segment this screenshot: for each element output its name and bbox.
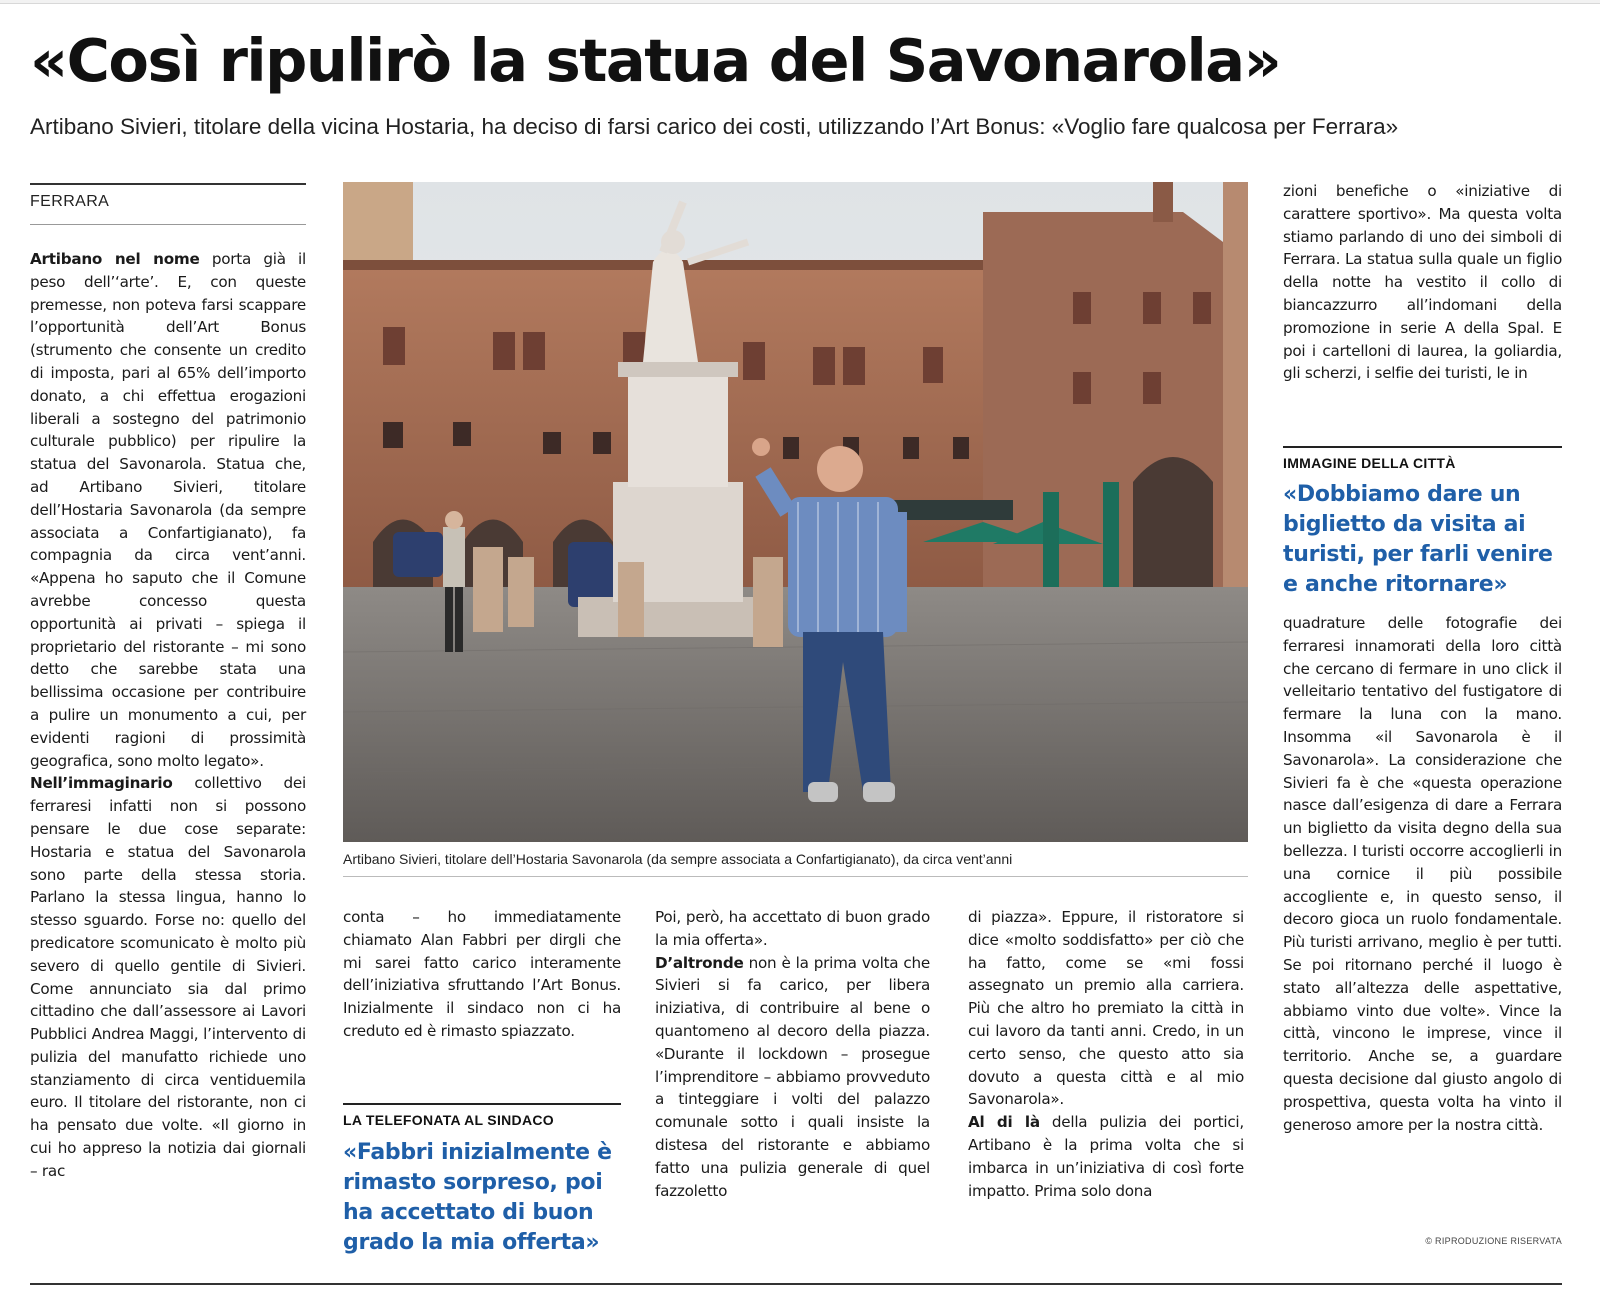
paragraph-2-text: collettivo dei ferraresi infatti non si possono pensare le due cose separate: Hostaria e statua del Savonarola sono parte della stessa storia. Parlano la stessa lingua, hanno lo stesso sguardo. Forse no: quello del predicatore scomunicato è molto più severo di quello gentile di Sivieri. Come annunciato sia dal primo cittadino che dall’assessore ai Lavori Pubblici Andrea Maggi, l’intervento di pulizia del manufatto richiede uno stanziamento di circa ventiduemila euro. Il titolare del ristorante, non ci ha pensato due volte. «Il giorno in cui ho appreso la notizia dai giornali – rac <box>30 774 306 1180</box>
paragraph-4-lead: Al di là <box>968 1113 1040 1132</box>
column-3-opening-text: Poi, però, ha accettato di buon grado la mia offerta». <box>655 908 930 949</box>
article-column-1 <box>30 248 306 1183</box>
paragraph-4-continued <box>1283 180 1562 385</box>
dateline: FERRARA <box>30 193 110 210</box>
dateline-rule-bottom <box>30 224 306 225</box>
box-2-quote: «Dobbiamo dare un biglietto da visita ai turisti, per farli venire e anche ritornare» <box>1283 482 1553 597</box>
piazza-savonarola-photo <box>343 182 1248 842</box>
dateline-rule-top <box>30 183 306 185</box>
photo-caption: Artibano Sivieri, titolare dell’Hostaria Savonarola (da sempre associata a Confartigianato), da circa vent’anni <box>343 851 1013 867</box>
box-2-label: IMMAGINE DELLA CITTÀ <box>1283 455 1456 471</box>
paragraph-3 <box>655 952 930 1203</box>
paragraph-1-text: porta già il peso dell’‘arte’. E, con queste premesse, non poteva farsi scappare l’opportunità dell’Art Bonus (strumento che consente un credito di imposta, pari al 65% dell’importo donato, a chi effettua erogazioni liberali a sostegno del patrimonio culturale pubblico) per ripulire la statua del Savonarola. Statua che, ad Artibano Sivieri, titolare dell’Hostaria Savonarola (da sempre associata a Confartigianato), fa compagnia da circa vent’anni. «Appena ho saputo che il Comune avrebbe concesso questa opportunità ai privati – spiega il proprietario del ristorante – mi sono detto che sarebbe stata una bellissima occasione per contribuire a pulire un monumento a cui, per evidenti ragioni di prossimità geografica, sono molto legato». <box>30 250 306 770</box>
box-1-rule <box>343 1103 621 1105</box>
bottom-rule <box>30 1283 1562 1285</box>
paragraph-3-text: non è la prima volta che Sivieri si fa carico, per libera iniziativa, di contribuire al bene o quantomeno al decoro della piazza. «Durante il lockdown – prosegue l’imprenditore – abbiamo provveduto a tinteggiare i volti del palazzo comunale sotto i quali insiste la distesa del ristorante e abbiamo fatto una pulizia generale di quel fazzoletto <box>655 953 930 1200</box>
paragraph-1-lead: Artibano nel nome <box>30 250 200 268</box>
column-3-opening <box>655 906 930 952</box>
paragraph-2-lead: Nell’immaginario <box>30 774 173 793</box>
paragraph-4-end-text: quadrature delle fotografie dei ferraresi innamorati della loro città che cercano di fermare in uno click il velleitario tentativo del fustigatore di fermare la luna con la mano. Insomma «il Savonarola è il Savonarola». La considerazione che Sivieri fa è che «questa operazione nasce dall’esigenza di dare a Ferrara un biglietto da visita degno della sua bellezza. I turisti occorre accoglierli in una cornice il più possibile accogliente e, in questo senso, il decoro gioca un ruolo fondamentale. Più turisti arrivano, meglio è per tutti. Se poi ritornano perché il luogo è stato all’altezza delle aspettative, abbiamo vinto due volte». Vince la città, vincono le imprese, vince il territorio. Anche se, a guardare questa decisione dal giusto angolo di prospettiva, questa volta ha vinto il generoso amore per la nostra città. <box>1283 614 1562 1134</box>
paragraph-1 <box>30 248 306 772</box>
paragraph-2 <box>30 772 306 1182</box>
box-1-quote: «Fabbri inizialmente è rimasto sorpreso, poi ha accettato di buon grado la mia offerta» <box>343 1140 612 1255</box>
subheadline: Artibano Sivieri, titolare della vicina Hostaria, ha deciso di farsi carico dei costi, utilizzando l’Art Bonus: «Voglio fare qualcosa per Ferrara» <box>30 114 1399 139</box>
article-column-3 <box>655 906 930 1202</box>
headline: «Così ripulirò la statua del Savonarola» <box>30 26 1281 95</box>
paragraph-4-text: della pulizia dei portici, Artibano è la prima volta che si imbarca in un’iniziativa di così forte impatto. Prima solo dona <box>968 1113 1244 1200</box>
article-column-4 <box>968 906 1244 1202</box>
paragraph-4-end <box>1283 612 1562 1136</box>
article-photo <box>343 182 1248 842</box>
box-1-label: LA TELEFONATA AL SINDACO <box>343 1112 554 1128</box>
article-column-5-top <box>1283 180 1562 385</box>
paragraph-3-continued <box>968 906 1244 1111</box>
box-2-rule <box>1283 446 1562 448</box>
paragraph-4-continued-text: zioni benefiche o «iniziative di carattere sportivo». Ma questa volta stiamo parlando di uno dei simboli di Ferrara. La statua sulla quale un figlio della notte ha vestito il collo di biancazzurro all’indomani della promozione in serie A della Spal. E poi i cartelloni di laurea, la goliardia, gli scherzi, i selfie dei turisti, le in <box>1283 182 1562 383</box>
article-column-5-bottom <box>1283 612 1562 1136</box>
caption-rule <box>343 876 1248 877</box>
article-column-2 <box>343 906 621 1043</box>
paragraph-2-continued <box>343 906 621 1043</box>
paragraph-4 <box>968 1111 1244 1202</box>
paragraph-3-lead: D’altronde <box>655 953 744 972</box>
page-top-border <box>0 0 1600 4</box>
paragraph-3-continued-text: di piazza». Eppure, il ristoratore si dice «molto soddisfatto» per ciò che ha fatto, come se «mi fossi assegnato un premio alla carriera. Più che altro ho premiato la città in cui lavoro da tanti anni. Credo, in un certo senso, che questo atto sia dovuto a questa città e al mio Savonarola». <box>968 908 1244 1109</box>
column-2-text: conta – ho immediatamente chiamato Alan Fabbri per dirgli che mi sarei fatto carico interamente dell’iniziativa sfruttando l’Art Bonus. Inizialmente il sindaco non ci ha creduto ed è rimasto spiazzato. <box>343 908 621 1040</box>
copyright-notice: © RIPRODUZIONE RISERVATA <box>1425 1236 1562 1246</box>
